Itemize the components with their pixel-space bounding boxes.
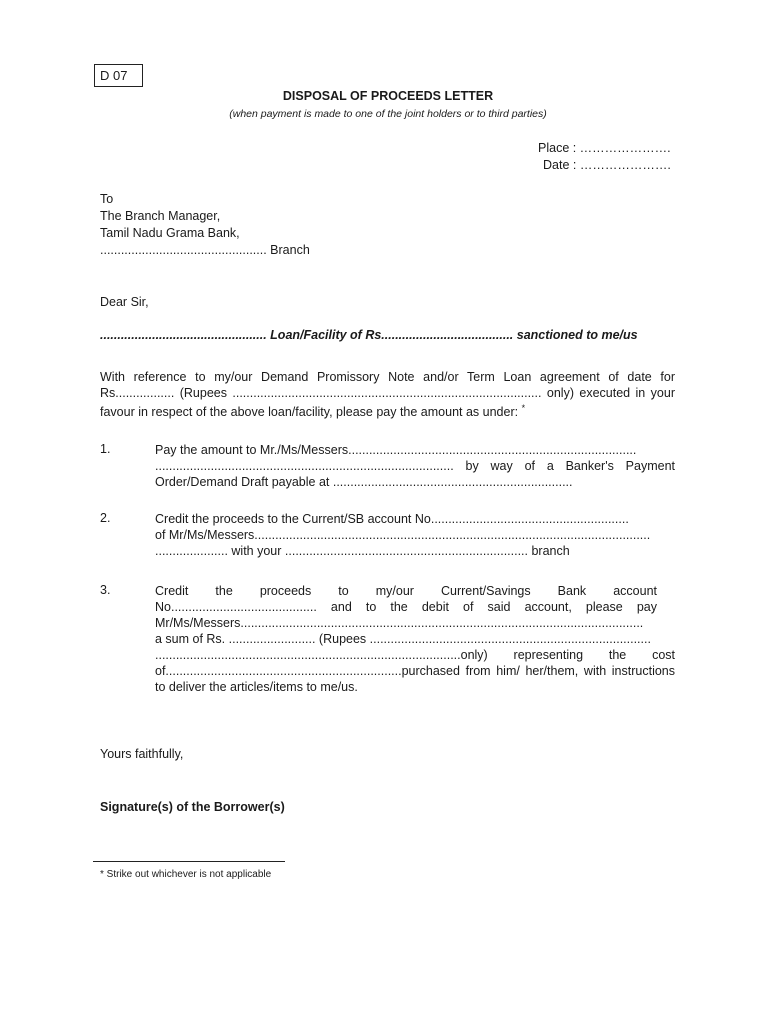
item-3 [155,583,675,695]
date-field: Date : …………………. [543,158,671,172]
item-3-line: of....................................................................purchased from him/ her/them, with instructions [155,664,675,678]
form-code-box [94,64,143,87]
item-2-line: Credit the proceeds to the Current/SB account No......................................................... [155,512,629,526]
document-subtitle: (when payment is made to one of the joint holders or to third parties) [229,108,547,120]
item-1 [155,442,675,490]
place-field: Place : …………………. [538,141,671,155]
address-to: To [100,192,114,206]
item-1-line: Pay the amount to Mr./Ms/Messers................................................................................... [155,443,637,457]
salutation: Dear Sir, [100,295,149,309]
item-3-line: a sum of Rs. ......................... (Rupees ................................................................................. [155,632,651,646]
address-line-3: ................................................ Branch [100,243,310,257]
asterisk-mark: * [521,403,526,413]
item-3-line: Credit the proceeds to my/our Current/Savings Bank account [155,584,657,598]
reference-line-3-text: favour in respect of the above loan/facility, please pay the amount as under: [100,405,519,420]
document-title: DISPOSAL OF PROCEEDS LETTER [282,89,494,103]
item-3-line: Mr/Ms/Messers.................................................................................................................... [155,616,644,630]
closing: Yours faithfully, [100,747,184,761]
item-1-line: Order/Demand Draft payable at ..................................................................... [155,475,573,489]
item-2-line: of Mr/Ms/Messers.................................................................................................................. [155,528,651,542]
item-1-number: 1. [100,442,111,456]
item-2-line: ..................... with your ...................................................................... branch [155,544,570,558]
item-3-line: ........................................................................................only) representing the cost [155,648,675,662]
footnote: * Strike out whichever is not applicable [100,869,272,880]
item-1-line: ...................................................................................... by way of a Banker's Payment [155,459,675,473]
item-2-number: 2. [100,511,111,525]
item-3-number: 3. [100,583,111,597]
item-2 [155,511,675,559]
subject-line: ................................................ Loan/Facility of Rs...................................... sanctioned to me/us [100,328,638,342]
reference-line-1: With reference to my/our Demand Promissory Note and/or Term Loan agreement of date for [100,370,675,384]
footnote-divider [93,861,285,862]
reference-line-2: Rs................. (Rupees ......................................................................................... only) executed in your [100,386,675,400]
reference-line-3 [100,403,525,419]
form-code: D 07 [100,68,128,83]
item-3-line: to deliver the articles/items to me/us. [155,680,358,694]
item-3-line: No.......................................... and to the debit of said account, please pay [155,600,657,614]
address-line-1: The Branch Manager, [100,209,221,223]
signature-label: Signature(s) of the Borrower(s) [100,800,285,814]
address-line-2: Tamil Nadu Grama Bank, [100,226,240,240]
